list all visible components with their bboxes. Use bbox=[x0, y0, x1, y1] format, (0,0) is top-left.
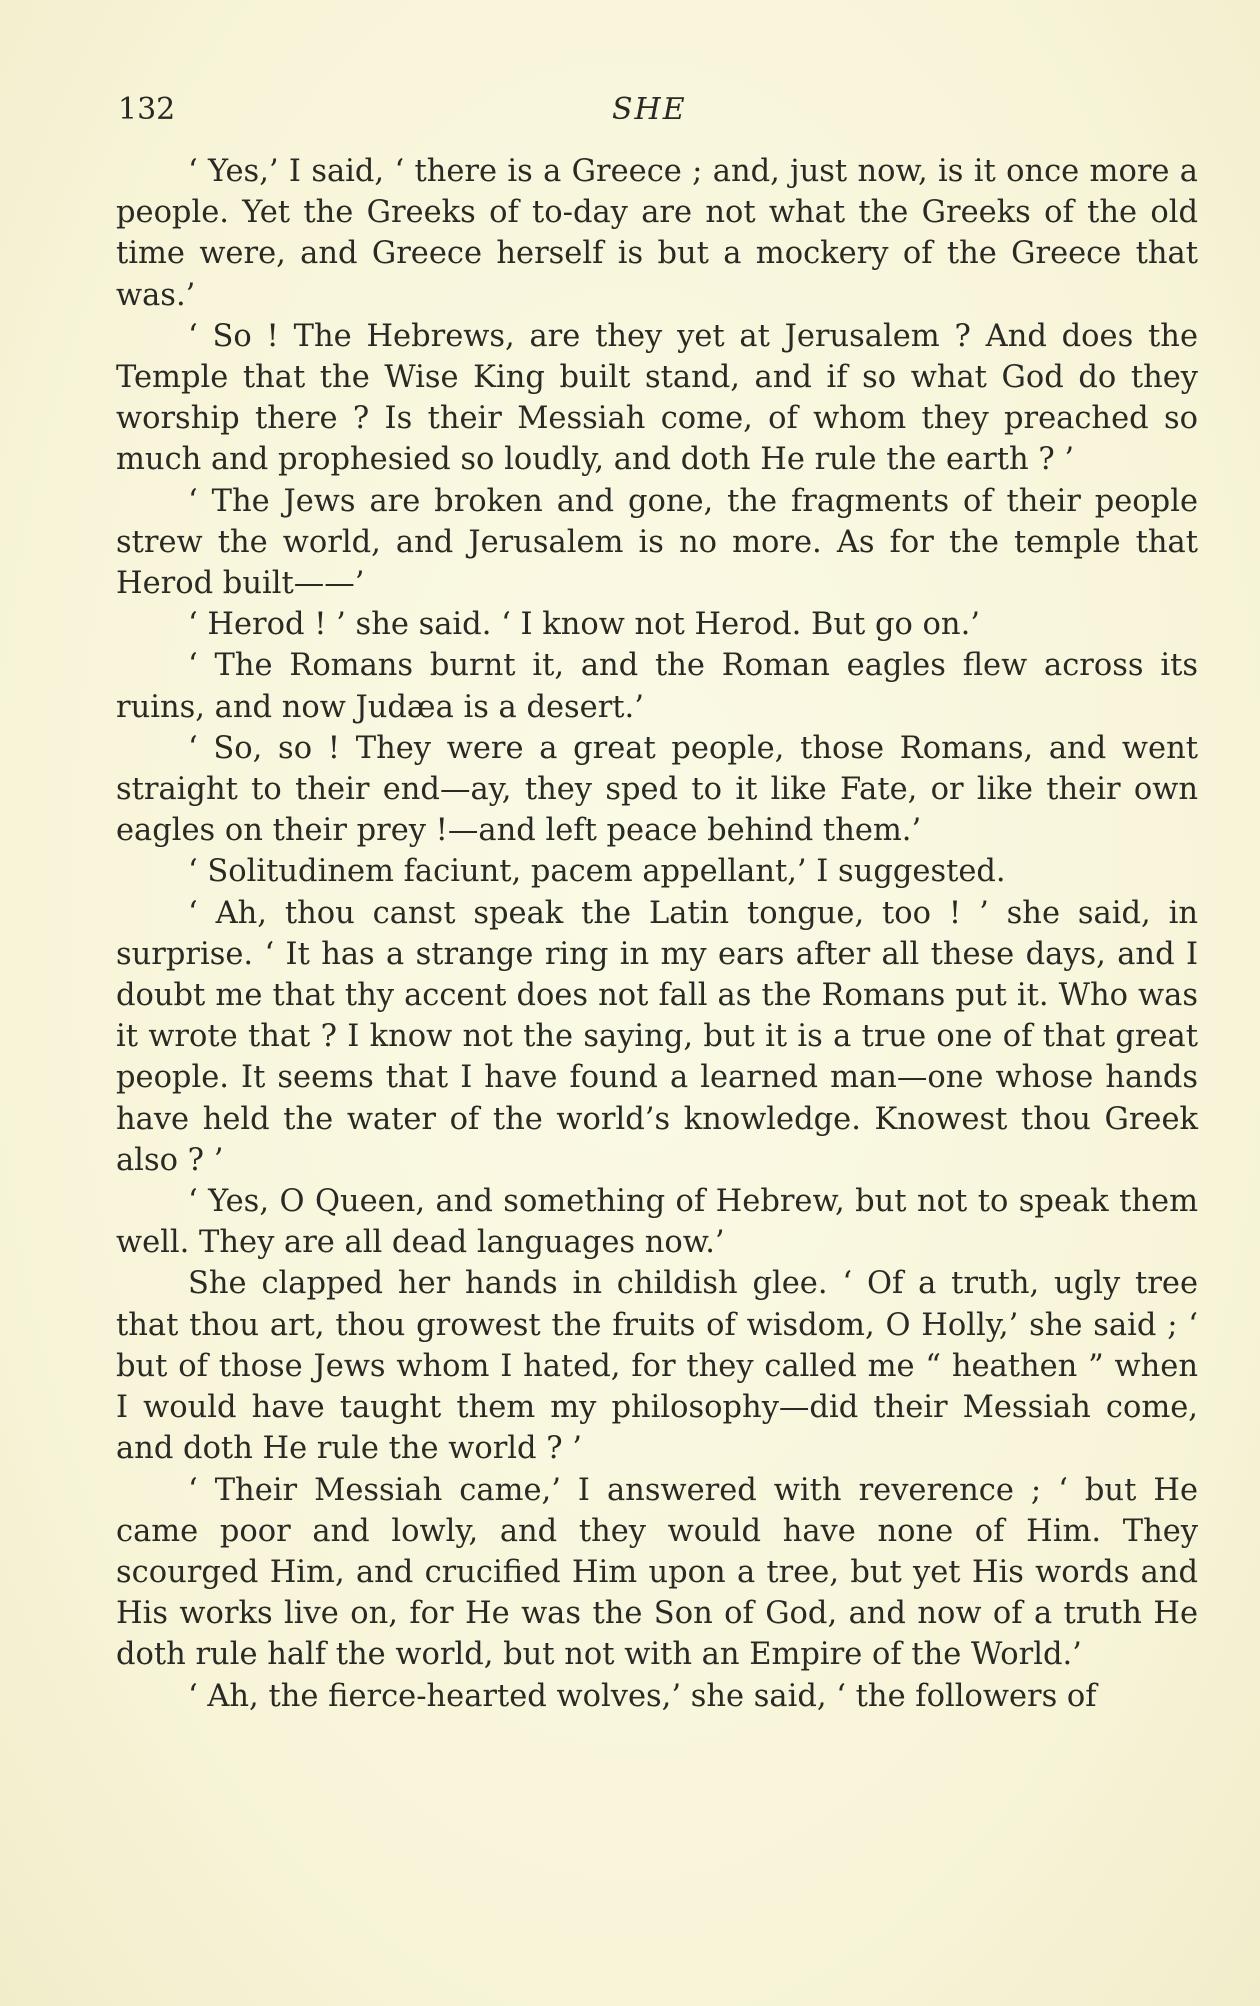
paragraph: ‘ So ! The Hebrews, are they yet at Jerusalem ? And does the Temple that the Wise King built stand, and if so what God do they worship there ? Is their Messiah come, of whom they preached so much and prophesied so loudly, and doth He rule the earth ? ’ bbox=[116, 318, 1198, 478]
paragraph: ‘ So, so ! They were a great people, those Romans, and went straight to their end—ay, they sped to it like Fate, or like their own eagles on their prey !—and left peace behind them.’ bbox=[116, 730, 1198, 849]
paragraph: ‘ Ah, the fierce-hearted wolves,’ she said, ‘ the followers of bbox=[188, 1678, 1097, 1714]
paragraph: ‘ Ah, thou canst speak the Latin tongue, too ! ’ she said, in surprise. ‘ It has a strange ring in my ears after all these days, and I doubt me that thy accent does not fall as the Romans put it. Who was it wrote that ? I know not the saying, but it is a true one of that great people. It seems that I have found a learned man—one whose hands have held the water of the world’s knowledge. Knowest thou Greek also ? ’ bbox=[116, 895, 1198, 1178]
paragraph: ‘ Their Messiah came,’ I answered with reverence ; ‘ but He came poor and lowly, and they would have none of Him. They scourged Him, and crucified Him upon a tree, but yet His words and His works live on, for He was the Son of God, and now of a truth He doth rule half the world, but not with an Empire of the World.’ bbox=[116, 1472, 1198, 1673]
page-number: 132 bbox=[118, 92, 176, 127]
page-header bbox=[118, 92, 1208, 132]
body-text bbox=[116, 151, 1198, 1717]
paragraph: She clapped her hands in childish glee. ‘ Of a truth, ugly tree that thou art, thou growest the fruits of wisdom, O Holly,’ she said ; ‘ but of those Jews whom I hated, for they called me “ heathen ” when I would have taught them my philosophy—did their Messiah come, and doth He rule the world ? ’ bbox=[116, 1266, 1198, 1467]
running-title: SHE bbox=[612, 92, 687, 127]
paragraph: ‘ The Romans burnt it, and the Roman eagles flew across its ruins, and now Judæa is a desert.’ bbox=[116, 648, 1198, 725]
paragraph: ‘ The Jews are broken and gone, the fragments of their people strew the world, and Jerusalem is no more. As for the temple that Herod built——’ bbox=[116, 483, 1198, 602]
paragraph: ‘ Solitudinem faciunt, pacem appellant,’ I suggested. bbox=[188, 854, 1006, 890]
paragraph: ‘ Yes,’ I said, ‘ there is a Greece ; and, just now, is it once more a people. Yet the Greeks of to-day are not what the Greeks of the old time were, and Greece herself is but a mockery of the Greece that was.’ bbox=[116, 154, 1198, 313]
paragraph: ‘ Herod ! ’ she said. ‘ I know not Herod. But go on.’ bbox=[188, 607, 980, 643]
paragraph: ‘ Yes, O Queen, and something of Hebrew, but not to speak them well. They are all dead languages now.’ bbox=[116, 1184, 1198, 1261]
